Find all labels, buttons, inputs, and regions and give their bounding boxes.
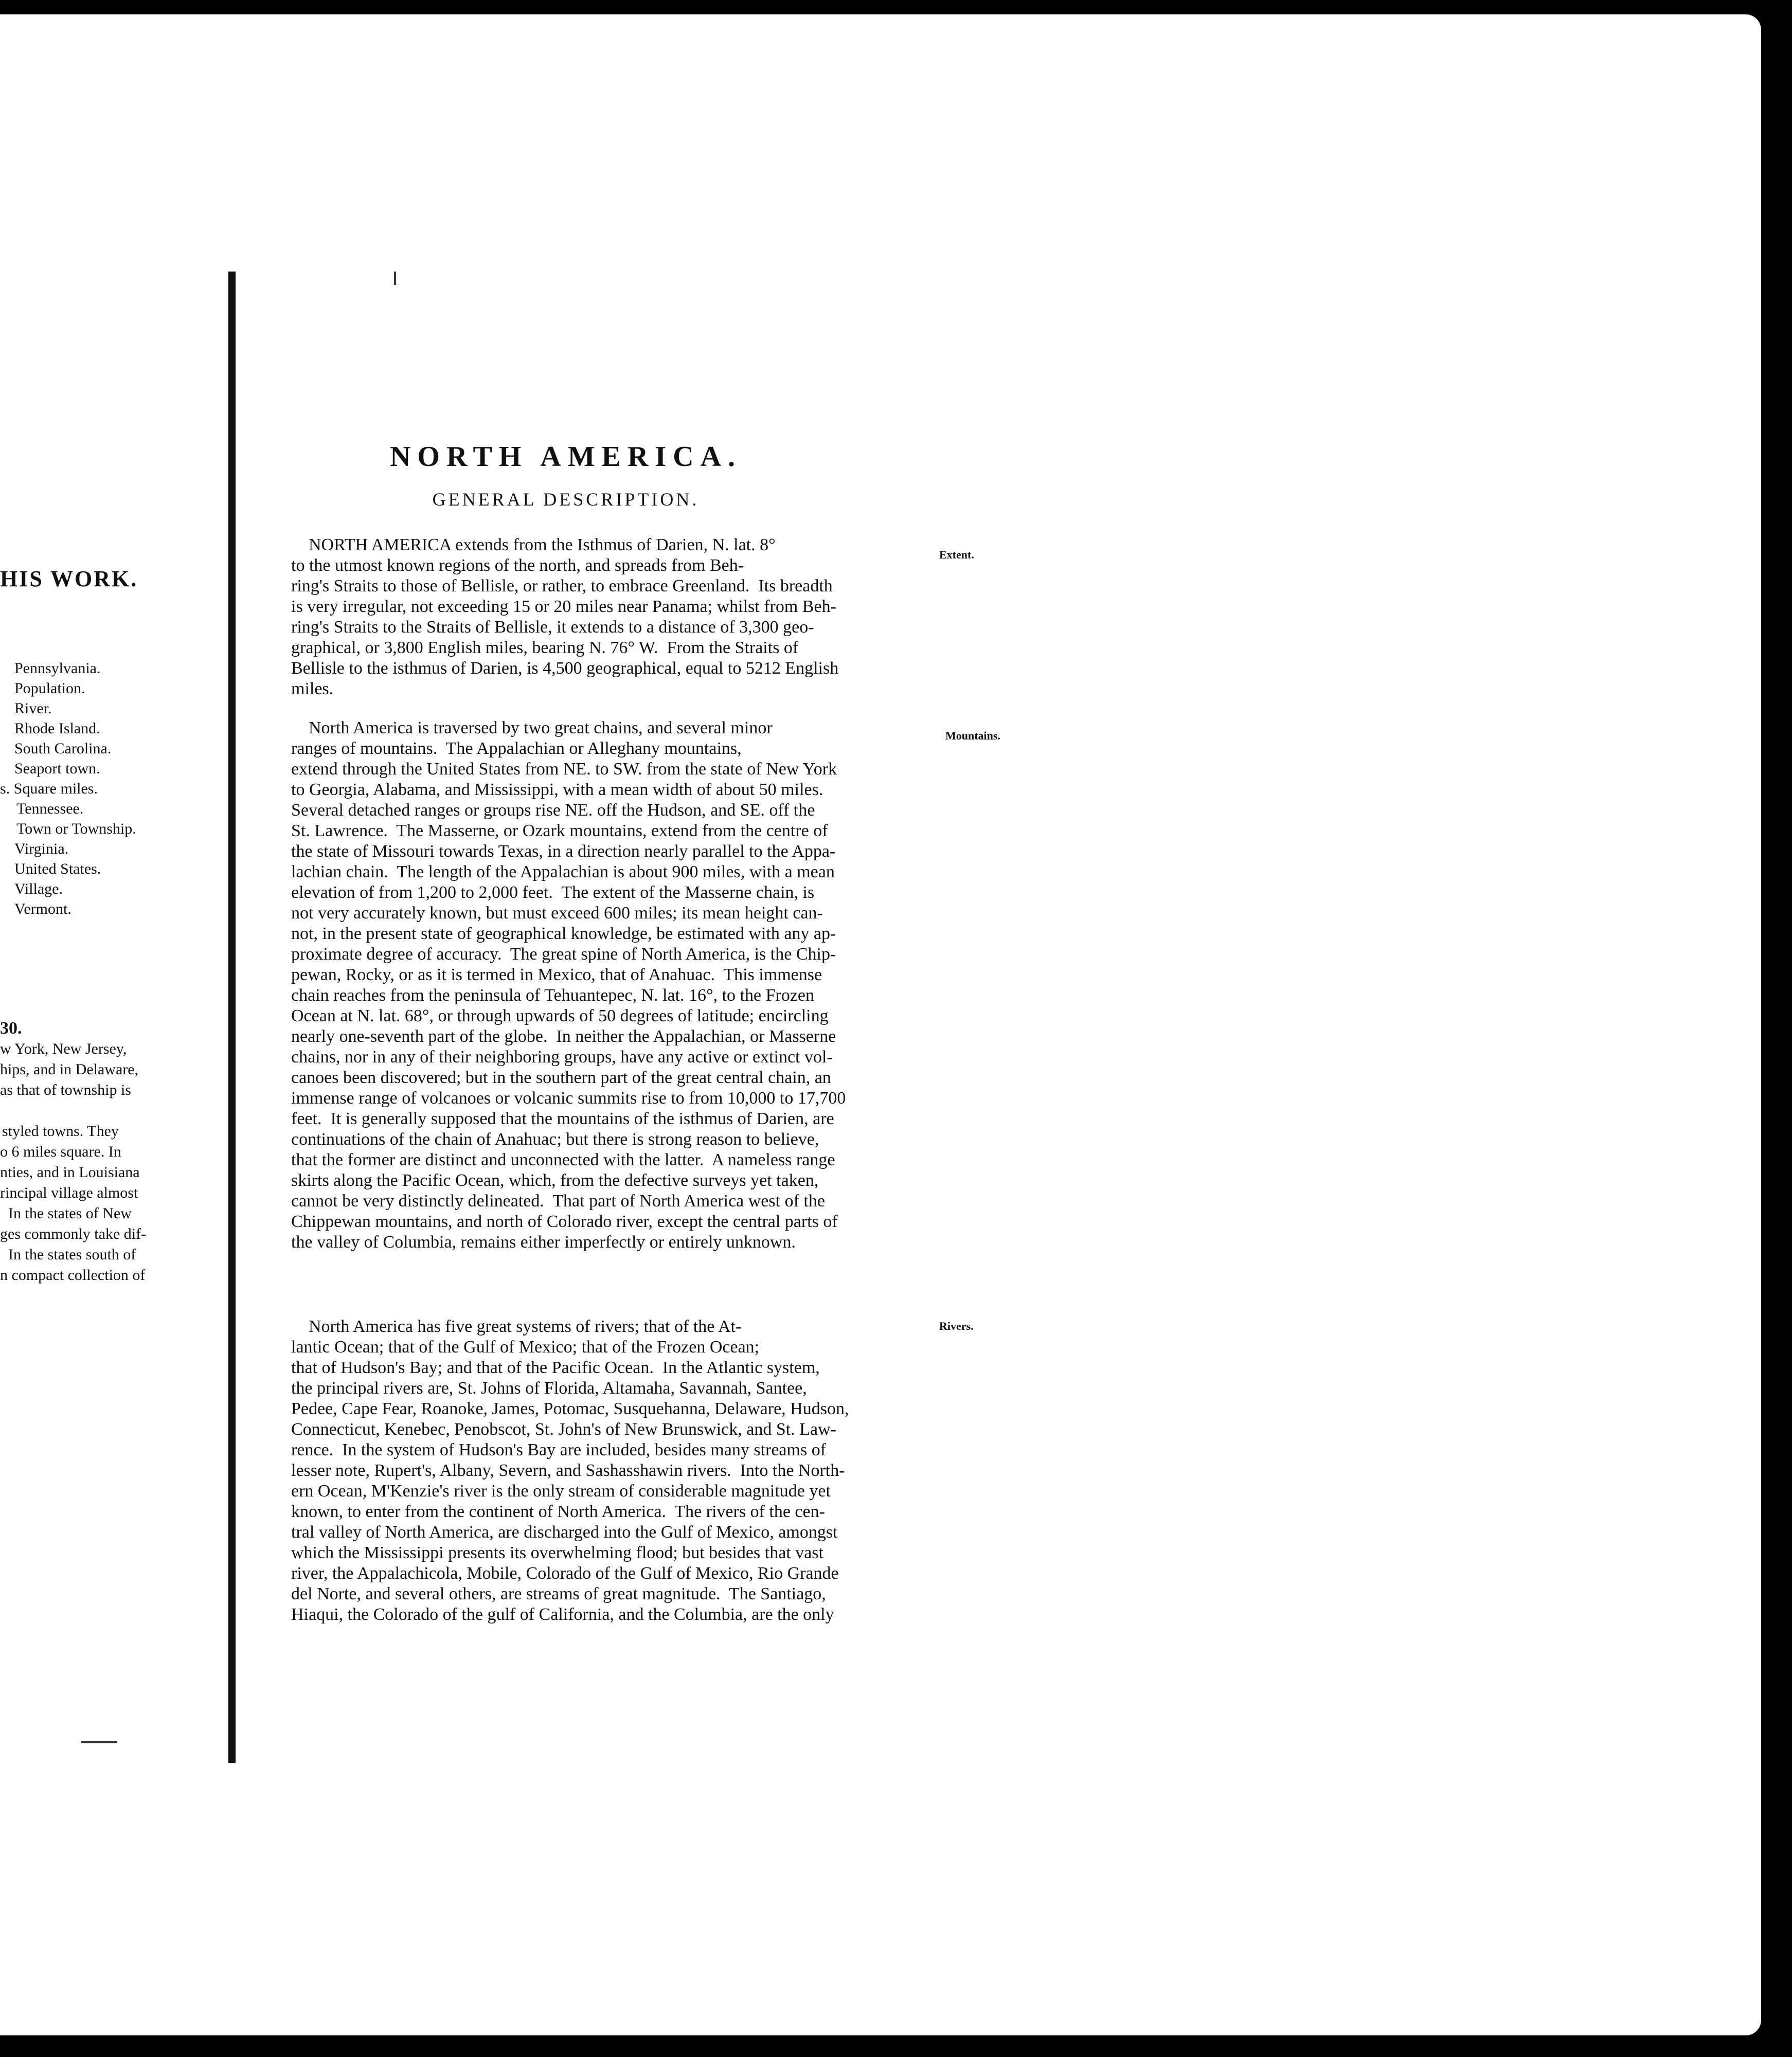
fragment-line: hips, and in Delaware,	[0, 1061, 139, 1078]
text-line: Bellisle to the isthmus of Darien, is 4,500 geographical, equal to 5212 English	[291, 659, 839, 678]
text-line: St. Lawrence. The Masserne, or Ozark mountains, extend from the centre of	[291, 821, 828, 840]
text-line: tral valley of North America, are discharged into the Gulf of Mexico, amongst	[291, 1523, 838, 1542]
text-line: which the Mississippi presents its overwhelming flood; but besides that vast	[291, 1543, 824, 1562]
abbreviation-item: Pennsylvania.	[14, 660, 101, 677]
text-line: canoes been discovered; but in the southern part of the great central chain, an	[291, 1068, 831, 1087]
fragment-line: In the states south of	[8, 1246, 136, 1263]
text-line: pewan, Rocky, or as it is termed in Mexico, that of Anahuac. This immense	[291, 965, 822, 984]
text-line: the state of Missouri towards Texas, in a direction nearly parallel to the Appa-	[291, 842, 836, 861]
text-line: miles.	[291, 679, 334, 698]
text-line: North America has five great systems of rivers; that of the At-	[309, 1317, 742, 1336]
fragment-line: 30.	[0, 1019, 22, 1038]
text-line: cannot be very distinctly delineated. That part of North America west of the	[291, 1192, 825, 1211]
fragment-line: nties, and in Louisiana	[0, 1164, 140, 1181]
abbreviation-item: United States.	[14, 860, 101, 877]
text-line: Chippewan mountains, and north of Colorado river, except the central parts of	[291, 1212, 838, 1231]
left-page-heading: HIS WORK.	[0, 566, 138, 591]
fragment-line: styled towns. They	[2, 1123, 119, 1140]
fragment-line: w York, New Jersey,	[0, 1040, 127, 1057]
fragment-line: rincipal village almost	[0, 1184, 138, 1201]
text-line: skirts along the Pacific Ocean, which, from the defective surveys yet taken,	[291, 1171, 819, 1190]
margin-note-rivers: Rivers.	[939, 1320, 974, 1332]
text-line: continuations of the chain of Anahuac; but there is strong reason to believe,	[291, 1130, 819, 1149]
fragment-line: In the states of New	[8, 1205, 132, 1222]
abbreviation-item: Vermont.	[14, 900, 71, 917]
text-line: extend through the United States from NE. to SW. from the state of New York	[291, 760, 837, 779]
text-line: is very irregular, not exceeding 15 or 20 miles near Panama; whilst from Beh-	[291, 597, 836, 616]
text-line: immense range of volcanoes or volcanic summits rise to from 10,000 to 17,700	[291, 1089, 846, 1108]
abbreviation-item: Village.	[14, 880, 63, 897]
bottom-dash-mark	[81, 1741, 117, 1743]
text-line: Several detached ranges or groups rise NE. off the Hudson, and SE. off the	[291, 801, 815, 820]
text-line: Ocean at N. lat. 68°, or through upwards of 50 degrees of latitude; encircling	[291, 1006, 829, 1025]
abbreviation-item: Population.	[14, 680, 85, 697]
margin-note-extent: Extent.	[939, 548, 974, 561]
text-line: proximate degree of accuracy. The great spine of North America, is the Chip-	[291, 945, 836, 964]
abbreviation-item: s. Square miles.	[0, 780, 98, 797]
fragment-line	[0, 1100, 146, 1121]
text-line: feet. It is generally supposed that the mountains of the isthmus of Darien, are	[291, 1109, 834, 1128]
text-line: lantic Ocean; that of the Gulf of Mexico; that of the Frozen Ocean;	[291, 1338, 760, 1357]
abbreviation-item: Seaport town.	[14, 760, 100, 777]
text-line: to the utmost known regions of the north, and spreads from Beh-	[291, 556, 744, 575]
text-line: NORTH AMERICA extends from the Isthmus of Darien, N. lat. 8°	[309, 535, 776, 554]
text-line: the principal rivers are, St. Johns of Florida, Altamaha, Savannah, Santee,	[291, 1379, 807, 1398]
text-line: North America is traversed by two great chains, and several minor	[309, 718, 773, 737]
text-line: elevation of from 1,200 to 2,000 feet. The extent of the Masserne chain, is	[291, 883, 815, 902]
page-title: NORTH AMERICA.	[389, 441, 742, 473]
abbreviation-item: Virginia.	[14, 840, 69, 857]
text-line: ranges of mountains. The Appalachian or Alleghany mountains,	[291, 739, 742, 758]
fragment-line: n compact collection of	[0, 1267, 146, 1284]
text-line: the valley of Columbia, remains either imperfectly or entirely unknown.	[291, 1233, 796, 1252]
margin-note-mountains: Mountains.	[945, 729, 1000, 742]
text-line: graphical, or 3,800 English miles, bearing N. 76° W. From the Straits of	[291, 638, 799, 657]
text-line: ring's Straits to those of Bellisle, or rather, to embrace Greenland. Its breadth	[291, 576, 833, 596]
paragraph-mountains	[291, 718, 1011, 1253]
fragment-line: o 6 miles square. In	[0, 1143, 121, 1160]
fragment-line: ges commonly take dif-	[0, 1225, 147, 1242]
text-line: chains, nor in any of their neighboring groups, have any active or extinct vol-	[291, 1048, 833, 1067]
text-line: rence. In the system of Hudson's Bay are included, besides many streams of	[291, 1440, 827, 1459]
text-line: Pedee, Cape Fear, Roanoke, James, Potomac, Susquehanna, Delaware, Hudson,	[291, 1399, 849, 1418]
text-line: to Georgia, Alabama, and Mississippi, with a mean width of about 50 miles.	[291, 780, 823, 799]
paragraph-rivers	[291, 1316, 1011, 1625]
text-line: Connecticut, Kenebec, Penobscot, St. John's of New Brunswick, and St. Law-	[291, 1420, 836, 1439]
abbreviation-item: Rhode Island.	[14, 720, 100, 737]
text-line: ern Ocean, M'Kenzie's river is the only stream of considerable magnitude yet	[291, 1482, 831, 1501]
left-page-fragment	[0, 1018, 146, 1286]
text-line: not, in the present state of geographical knowledge, be estimated with any ap-	[291, 924, 836, 943]
abbreviation-item: South Carolina.	[14, 740, 112, 757]
text-line: not very accurately known, but must exceed 600 miles; its mean height can-	[291, 904, 823, 923]
text-line: del Norte, and several others, are streams of great magnitude. The Santiago,	[291, 1584, 826, 1603]
text-line: chain reaches from the peninsula of Tehuantepec, N. lat. 16°, to the Frozen	[291, 986, 815, 1005]
gutter-rule	[228, 272, 236, 1763]
abbreviation-item: Town or Township.	[16, 820, 136, 837]
abbreviation-item: River.	[14, 700, 52, 717]
top-tick-mark	[394, 272, 396, 285]
text-line: that of Hudson's Bay; and that of the Pacific Ocean. In the Atlantic system,	[291, 1358, 820, 1377]
fragment-line: as that of township is	[0, 1081, 131, 1098]
abbreviation-list	[0, 658, 136, 919]
text-line: that the former are distinct and unconnected with the latter. A nameless range	[291, 1150, 835, 1169]
abbreviation-item: Tennessee.	[16, 800, 84, 817]
text-line: ring's Straits to the Straits of Bellisle, it extends to a distance of 3,300 geo-	[291, 618, 814, 637]
text-line: river, the Appalachicola, Mobile, Colorado of the Gulf of Mexico, Rio Grande	[291, 1564, 839, 1583]
paragraph-extent	[291, 535, 1011, 699]
text-line: lachian chain. The length of the Appalachian is about 900 miles, with a mean	[291, 862, 835, 881]
text-line: Hiaqui, the Colorado of the gulf of California, and the Columbia, are the only	[291, 1605, 834, 1624]
text-line: nearly one-seventh part of the globe. In neither the Appalachian, or Masserne	[291, 1027, 836, 1046]
text-line: lesser note, Rupert's, Albany, Severn, and Sashasshawin rivers. Into the North-	[291, 1461, 845, 1480]
text-line: known, to enter from the continent of North America. The rivers of the cen-	[291, 1502, 825, 1521]
page-subtitle: GENERAL DESCRIPTION.	[432, 489, 700, 510]
